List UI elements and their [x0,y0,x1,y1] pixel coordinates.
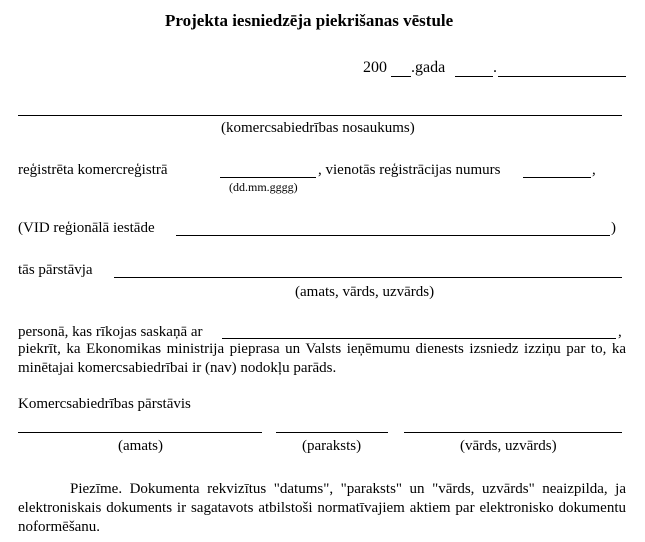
signature-paraksts-caption: (paraksts) [302,438,362,454]
registration-date-blank[interactable] [220,177,316,178]
signature-vards-line[interactable] [404,432,622,433]
representative-caption: (amats, vārds, uzvārds) [295,284,435,300]
date-gada-text: .gada [411,59,446,76]
representative-blank[interactable] [114,277,622,278]
person-basis-blank[interactable] [222,338,616,339]
date-year-prefix: 200 [363,59,387,76]
signature-amats-caption: (amats) [118,438,163,454]
representative-label: tās pārstāvja [18,262,93,278]
person-comma: , [618,324,622,340]
date-day-blank[interactable] [455,76,493,77]
date-dot: . [493,59,497,76]
vid-close-paren: ) [611,220,616,236]
registration-label: reģistrēta komercreģistrā [18,162,168,178]
registration-date-hint: (dd.mm.gggg) [229,180,298,194]
registration-number-label: , vienotās reģistrācijas numurs [318,162,501,178]
signature-paraksts-line[interactable] [276,432,388,433]
company-name-caption: (komercsabiedrības nosaukums) [221,120,415,136]
registration-number-blank[interactable] [523,177,591,178]
page-title: Projekta iesniedzēja piekrišanas vēstule [165,11,454,30]
note-paragraph: Piezīme. Dokumenta rekvizītus "datums", "paraksts" un "vārds, uzvārds" neaizpilda, ja elektroniskais dokuments ir sagatavots atbilstoši normatīvajiem aktiem par elektronisko dokumentu noformēšanu. [18,481,626,535]
person-label: personā, kas rīkojas saskaņā ar [18,324,203,340]
company-name-line[interactable] [18,115,622,116]
date-year-blank[interactable] [391,76,411,77]
signature-label: Komercsabiedrības pārstāvis [18,396,191,412]
signature-amats-line[interactable] [18,432,262,433]
signature-vards-caption: (vārds, uzvārds) [460,438,557,454]
date-month-blank[interactable] [498,76,626,77]
consent-paragraph: piekrīt, ka Ekonomikas ministrija pieprasa un Valsts ieņēmumu dienests izsniedz izziņu par to, ka minētajai komercsabiedrībai ir (nav) nodokļu parāds. [18,341,626,376]
vid-label: (VID reģionālā iestāde [18,220,155,236]
registration-comma: , [592,162,596,178]
vid-office-blank[interactable] [176,235,610,236]
